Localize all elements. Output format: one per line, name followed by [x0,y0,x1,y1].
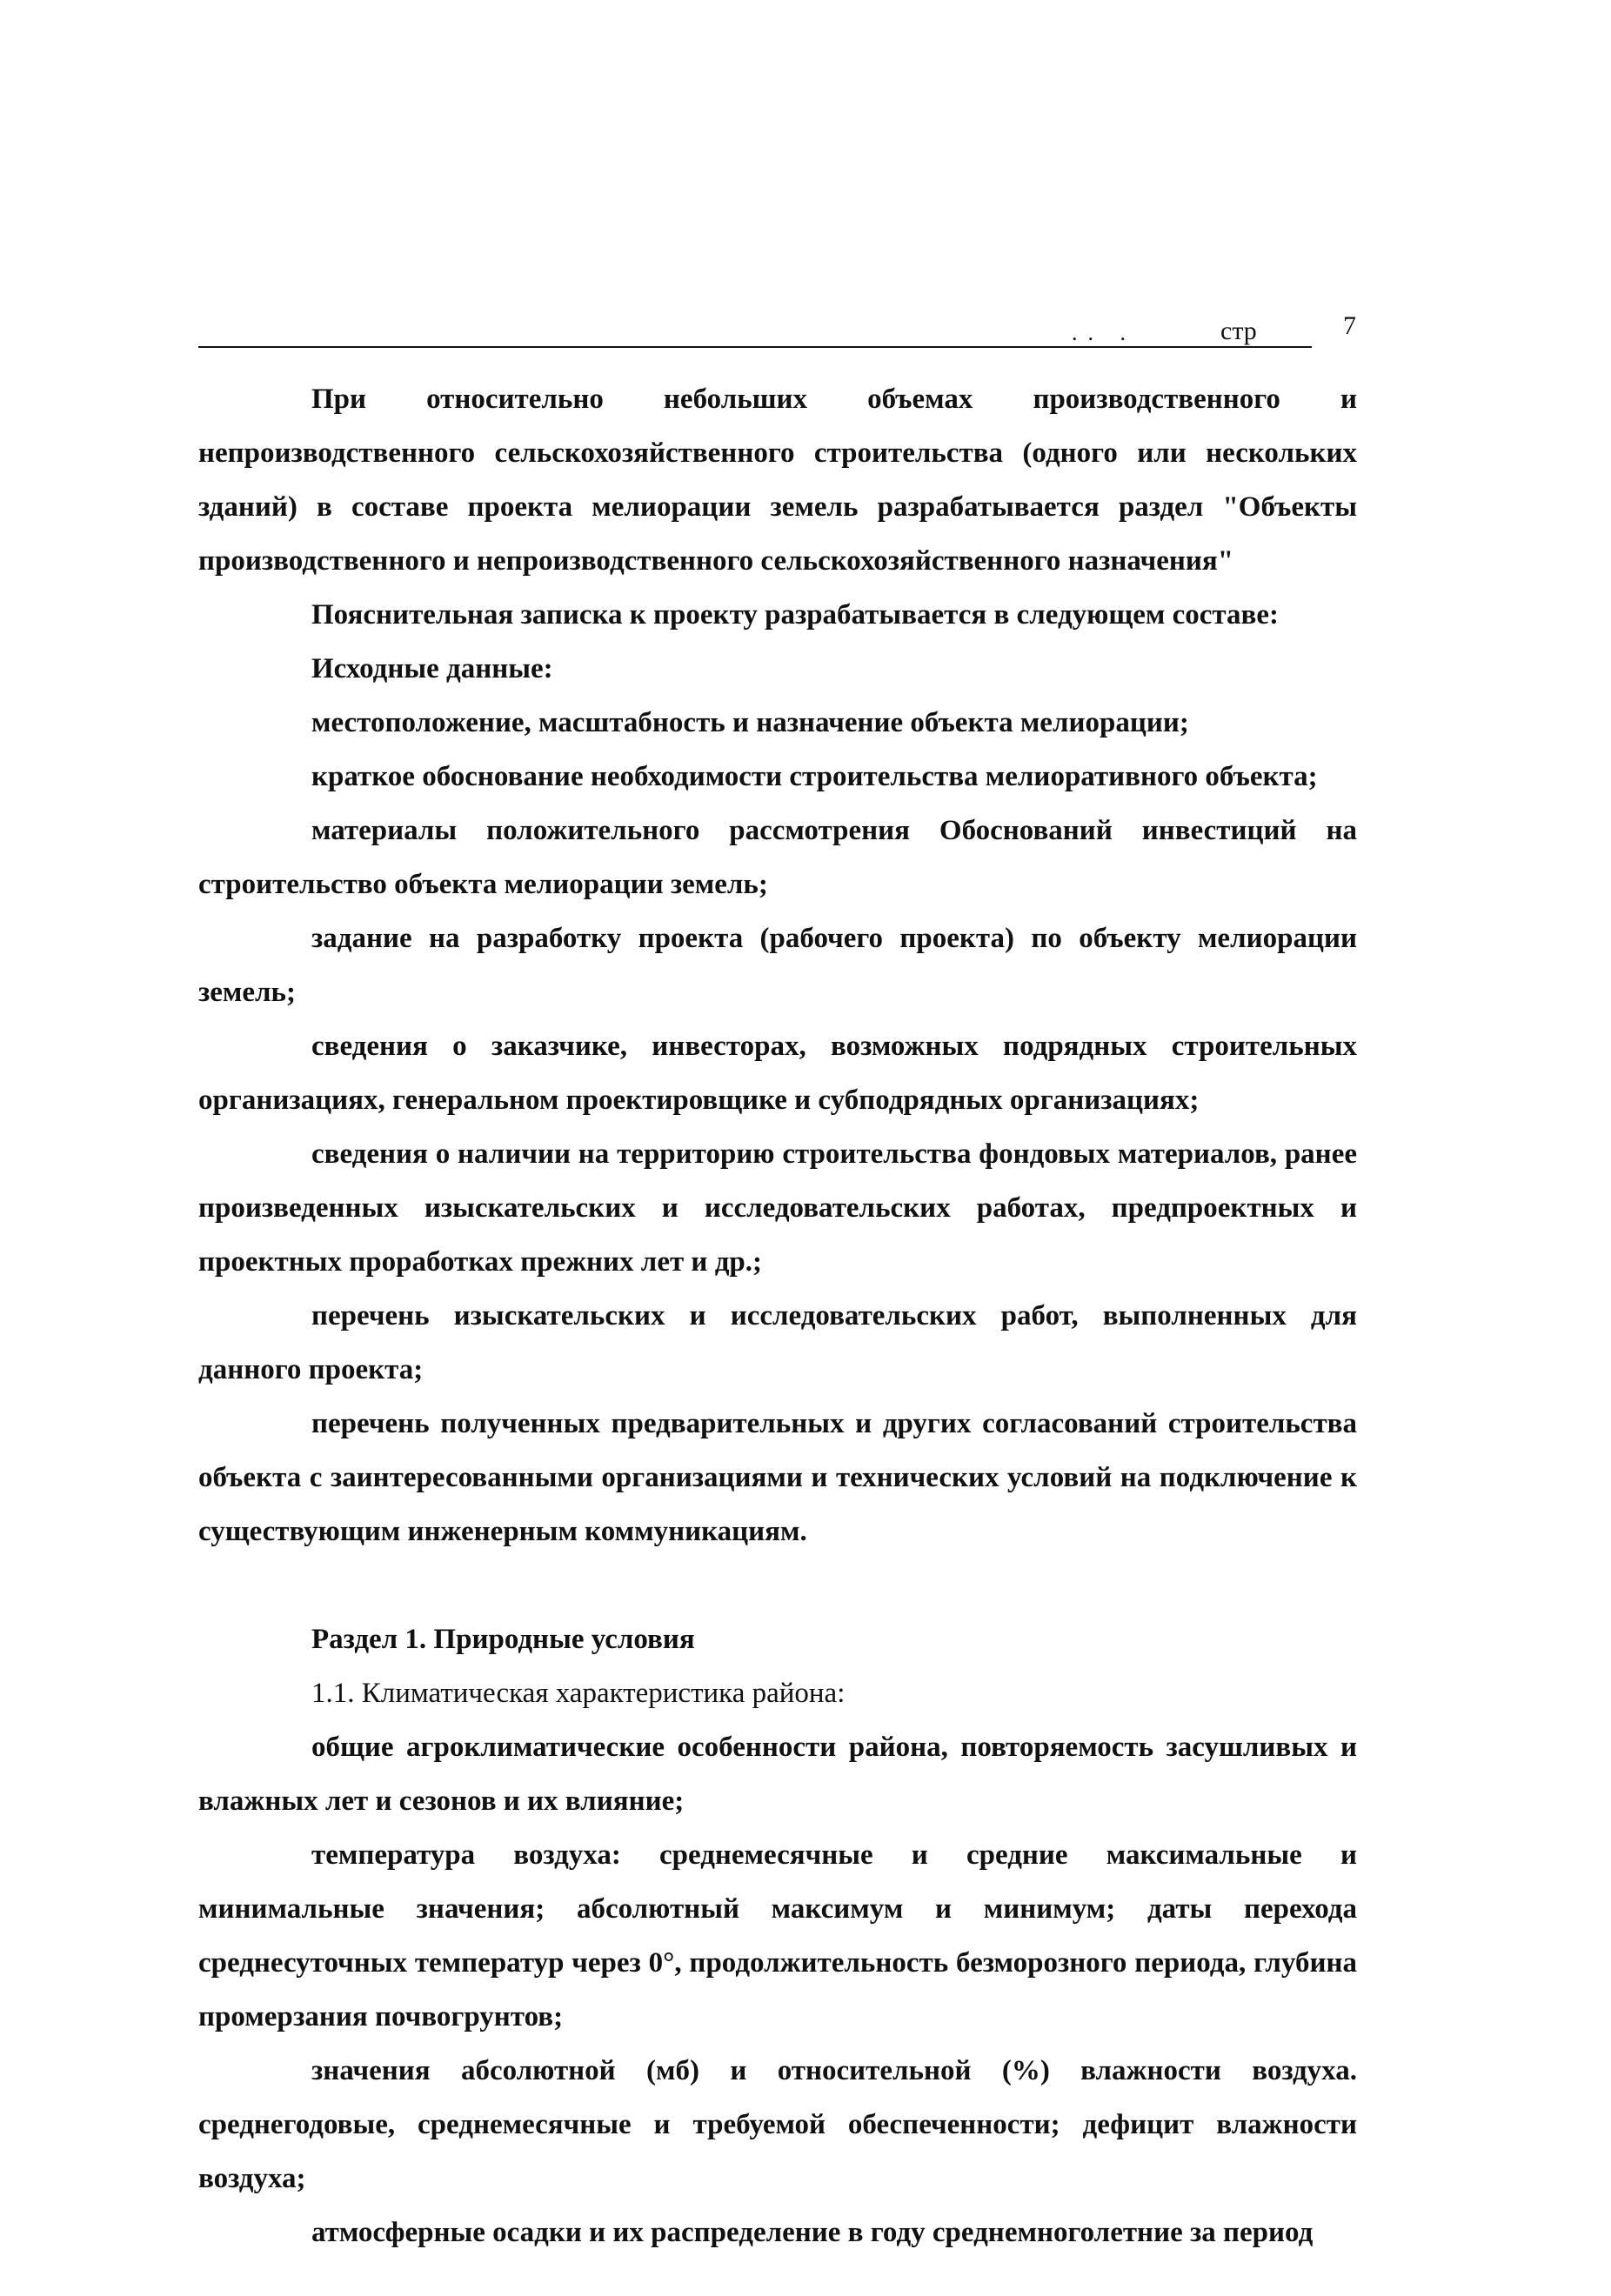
paragraph: Исходные данные: [311,653,553,684]
paragraph: перечень полученных предварительных и других согласований строительства объекта с заинтересованными организациями и технических условий на подключение к существующим инженерным коммуникациям. [198,1408,1357,1547]
paragraph: сведения о заказчике, инвесторах, возможных подрядных строительных организациях, генеральном проектировщике и субподрядных организациях; [198,1031,1357,1116]
section-item: значения абсолютной (мб) и относительной (%) влажности воздуха. среднегодовые, среднемесячные и требуемой обеспеченности; дефицит влажности воздуха; [198,2055,1357,2194]
section-item: температура воздуха: среднемесячные и средние максимальные и минимальные значения; абсолютный максимум и минимум; даты перехода среднесуточных температур через 0°, продолжительность безморозного периода, глубина промерзания почвогрунтов; [198,1839,1357,2032]
paragraph: сведения о наличии на территорию строительства фондовых материалов, ранее произведенных изыскательских и исследовательских работах, предпроектных и проектных проработках прежних лет и др.; [198,1138,1357,1278]
subsection-title: 1.1. Климатическая характеристика района: [311,1678,846,1709]
body-text [198,372,1357,2259]
header-rule [198,346,1312,348]
paragraph: перечень изыскательских и исследовательских работ, выполненных для данного проекта; [198,1300,1357,1385]
section-title: Раздел 1. Природные условия [311,1624,695,1655]
section-item: общие агроклиматические особенности района, повторяемость засушливых и влажных лет и сезонов и их влияние; [198,1732,1357,1817]
page-label: стр [1220,317,1257,345]
paragraph: краткое обоснование необходимости строительства мелиоративного объекта; [311,761,1318,792]
header-dots: .. . [1072,320,1136,345]
paragraph: Пояснительная записка к проекту разрабатывается в следующем составе: [311,599,1279,631]
paragraph: задание на разработку проекта (рабочего проекта) по объекту мелиорации земель; [198,923,1357,1008]
paragraph: При относительно небольших объемах производственного и непроизводственного сельскохозяйственного строительства (одного или нескольких зданий) в составе проекта мелиорации земель разрабатывается раздел "Объекты производственного и непроизводственного сельскохозяйственного назначения" [198,384,1357,577]
section-item: атмосферные осадки и их распределение в году среднемноголетние за период [311,2217,1314,2248]
paragraph: местоположение, масштабность и назначение объекта мелиорации; [311,707,1189,738]
paragraph: материалы положительного рассмотрения Обоснований инвестиций на строительство объекта мелиорации земель; [198,815,1357,900]
page-number: 7 [1343,311,1356,340]
